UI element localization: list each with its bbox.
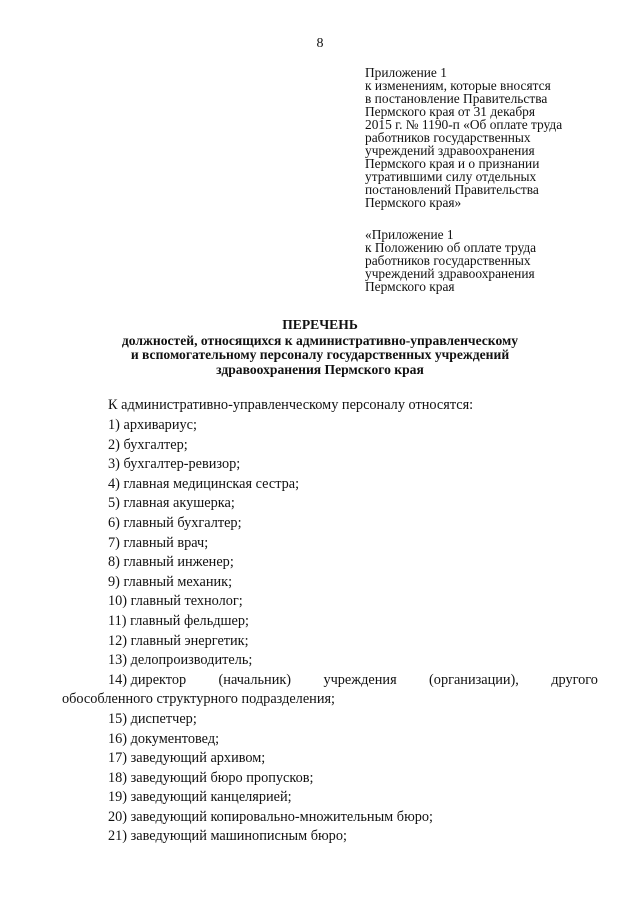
list-item: 12) главный энергетик; bbox=[108, 632, 249, 649]
list-item-14-continuation: обособленного структурного подразделения; bbox=[62, 691, 336, 708]
list-item: 5) главная акушерка; bbox=[108, 495, 235, 512]
list-item: 1) архивариус; bbox=[108, 417, 197, 433]
list-item: 2) бухгалтер; bbox=[108, 436, 188, 453]
annex-inner-line: «Приложение 1 bbox=[365, 227, 454, 242]
annex-header-line: постановлений Правительства bbox=[365, 182, 539, 197]
list-item: 11) главный фельдшер; bbox=[108, 612, 249, 629]
list-item: 21) заведующий машинописным бюро; bbox=[108, 828, 347, 845]
title-line: должностей, относящихся к административно-управленческому bbox=[121, 332, 519, 348]
annex-inner bbox=[365, 228, 625, 293]
item-14-word: учреждения bbox=[323, 671, 397, 688]
item-14-word: 14) директор bbox=[108, 671, 187, 688]
item-14-word: другого bbox=[551, 671, 598, 688]
list-item: 4) главная медицинская сестра; bbox=[108, 475, 300, 492]
page-number: 8 bbox=[316, 36, 324, 51]
list-item: 15) диспетчер; bbox=[108, 710, 197, 727]
annex-header-line: работников государственных bbox=[365, 130, 531, 145]
annex-header-line: утратившими силу отдельных bbox=[365, 169, 537, 184]
list-item: 18) заведующий бюро пропусков; bbox=[108, 769, 314, 786]
title-line: здравоохранения Пермского края bbox=[216, 361, 424, 377]
list-item: 20) заведующий копировально-множительным бюро; bbox=[108, 808, 434, 825]
list-intro: К административно-управленческому персоналу относятся: bbox=[108, 397, 474, 413]
annex-header-line: к изменениям, которые вносятся bbox=[365, 78, 551, 93]
list-item: 3) бухгалтер-ревизор; bbox=[108, 456, 241, 473]
list-item: 13) делопроизводитель; bbox=[108, 652, 253, 669]
list-item: 9) главный механик; bbox=[108, 573, 233, 590]
annex-header-line: Приложение 1 bbox=[365, 65, 447, 80]
annex-header bbox=[365, 66, 625, 209]
list-item: 16) документовед; bbox=[108, 730, 220, 747]
item-14-word: (начальник) bbox=[218, 671, 292, 688]
list-item: 8) главный инженер; bbox=[108, 554, 234, 571]
annex-inner-line: работников государственных bbox=[365, 253, 531, 268]
annex-inner-line: Пермского края bbox=[365, 279, 455, 294]
annex-inner-line: учреждений здравоохранения bbox=[365, 266, 535, 281]
annex-header-line: Пермского края» bbox=[365, 195, 462, 210]
annex-header-line: Пермского края от 31 декабря bbox=[365, 104, 536, 119]
list-item: 7) главный врач; bbox=[108, 534, 209, 551]
annex-header-line: в постановление Правительства bbox=[365, 91, 548, 106]
list-item: 17) заведующий архивом; bbox=[108, 750, 266, 767]
item-14-word: (организации), bbox=[429, 671, 519, 688]
list-item-14 bbox=[108, 671, 598, 691]
annex-header-line: 2015 г. № 1190-п «Об оплате труда bbox=[365, 117, 563, 132]
title-line: и вспомогательному персоналу государственных учреждений bbox=[130, 347, 510, 362]
list-item: 10) главный технолог; bbox=[108, 593, 243, 610]
document-title bbox=[0, 318, 640, 377]
title-main: ПЕРЕЧЕНЬ bbox=[282, 317, 358, 332]
annex-inner-line: к Положению об оплате труда bbox=[365, 240, 537, 255]
annex-header-line: учреждений здравоохранения bbox=[365, 143, 535, 158]
annex-header-line: Пермского края и о признании bbox=[365, 156, 540, 171]
list-item: 19) заведующий канцелярией; bbox=[108, 789, 292, 806]
list-item: 6) главный бухгалтер; bbox=[108, 514, 242, 531]
positions-list bbox=[62, 395, 598, 847]
